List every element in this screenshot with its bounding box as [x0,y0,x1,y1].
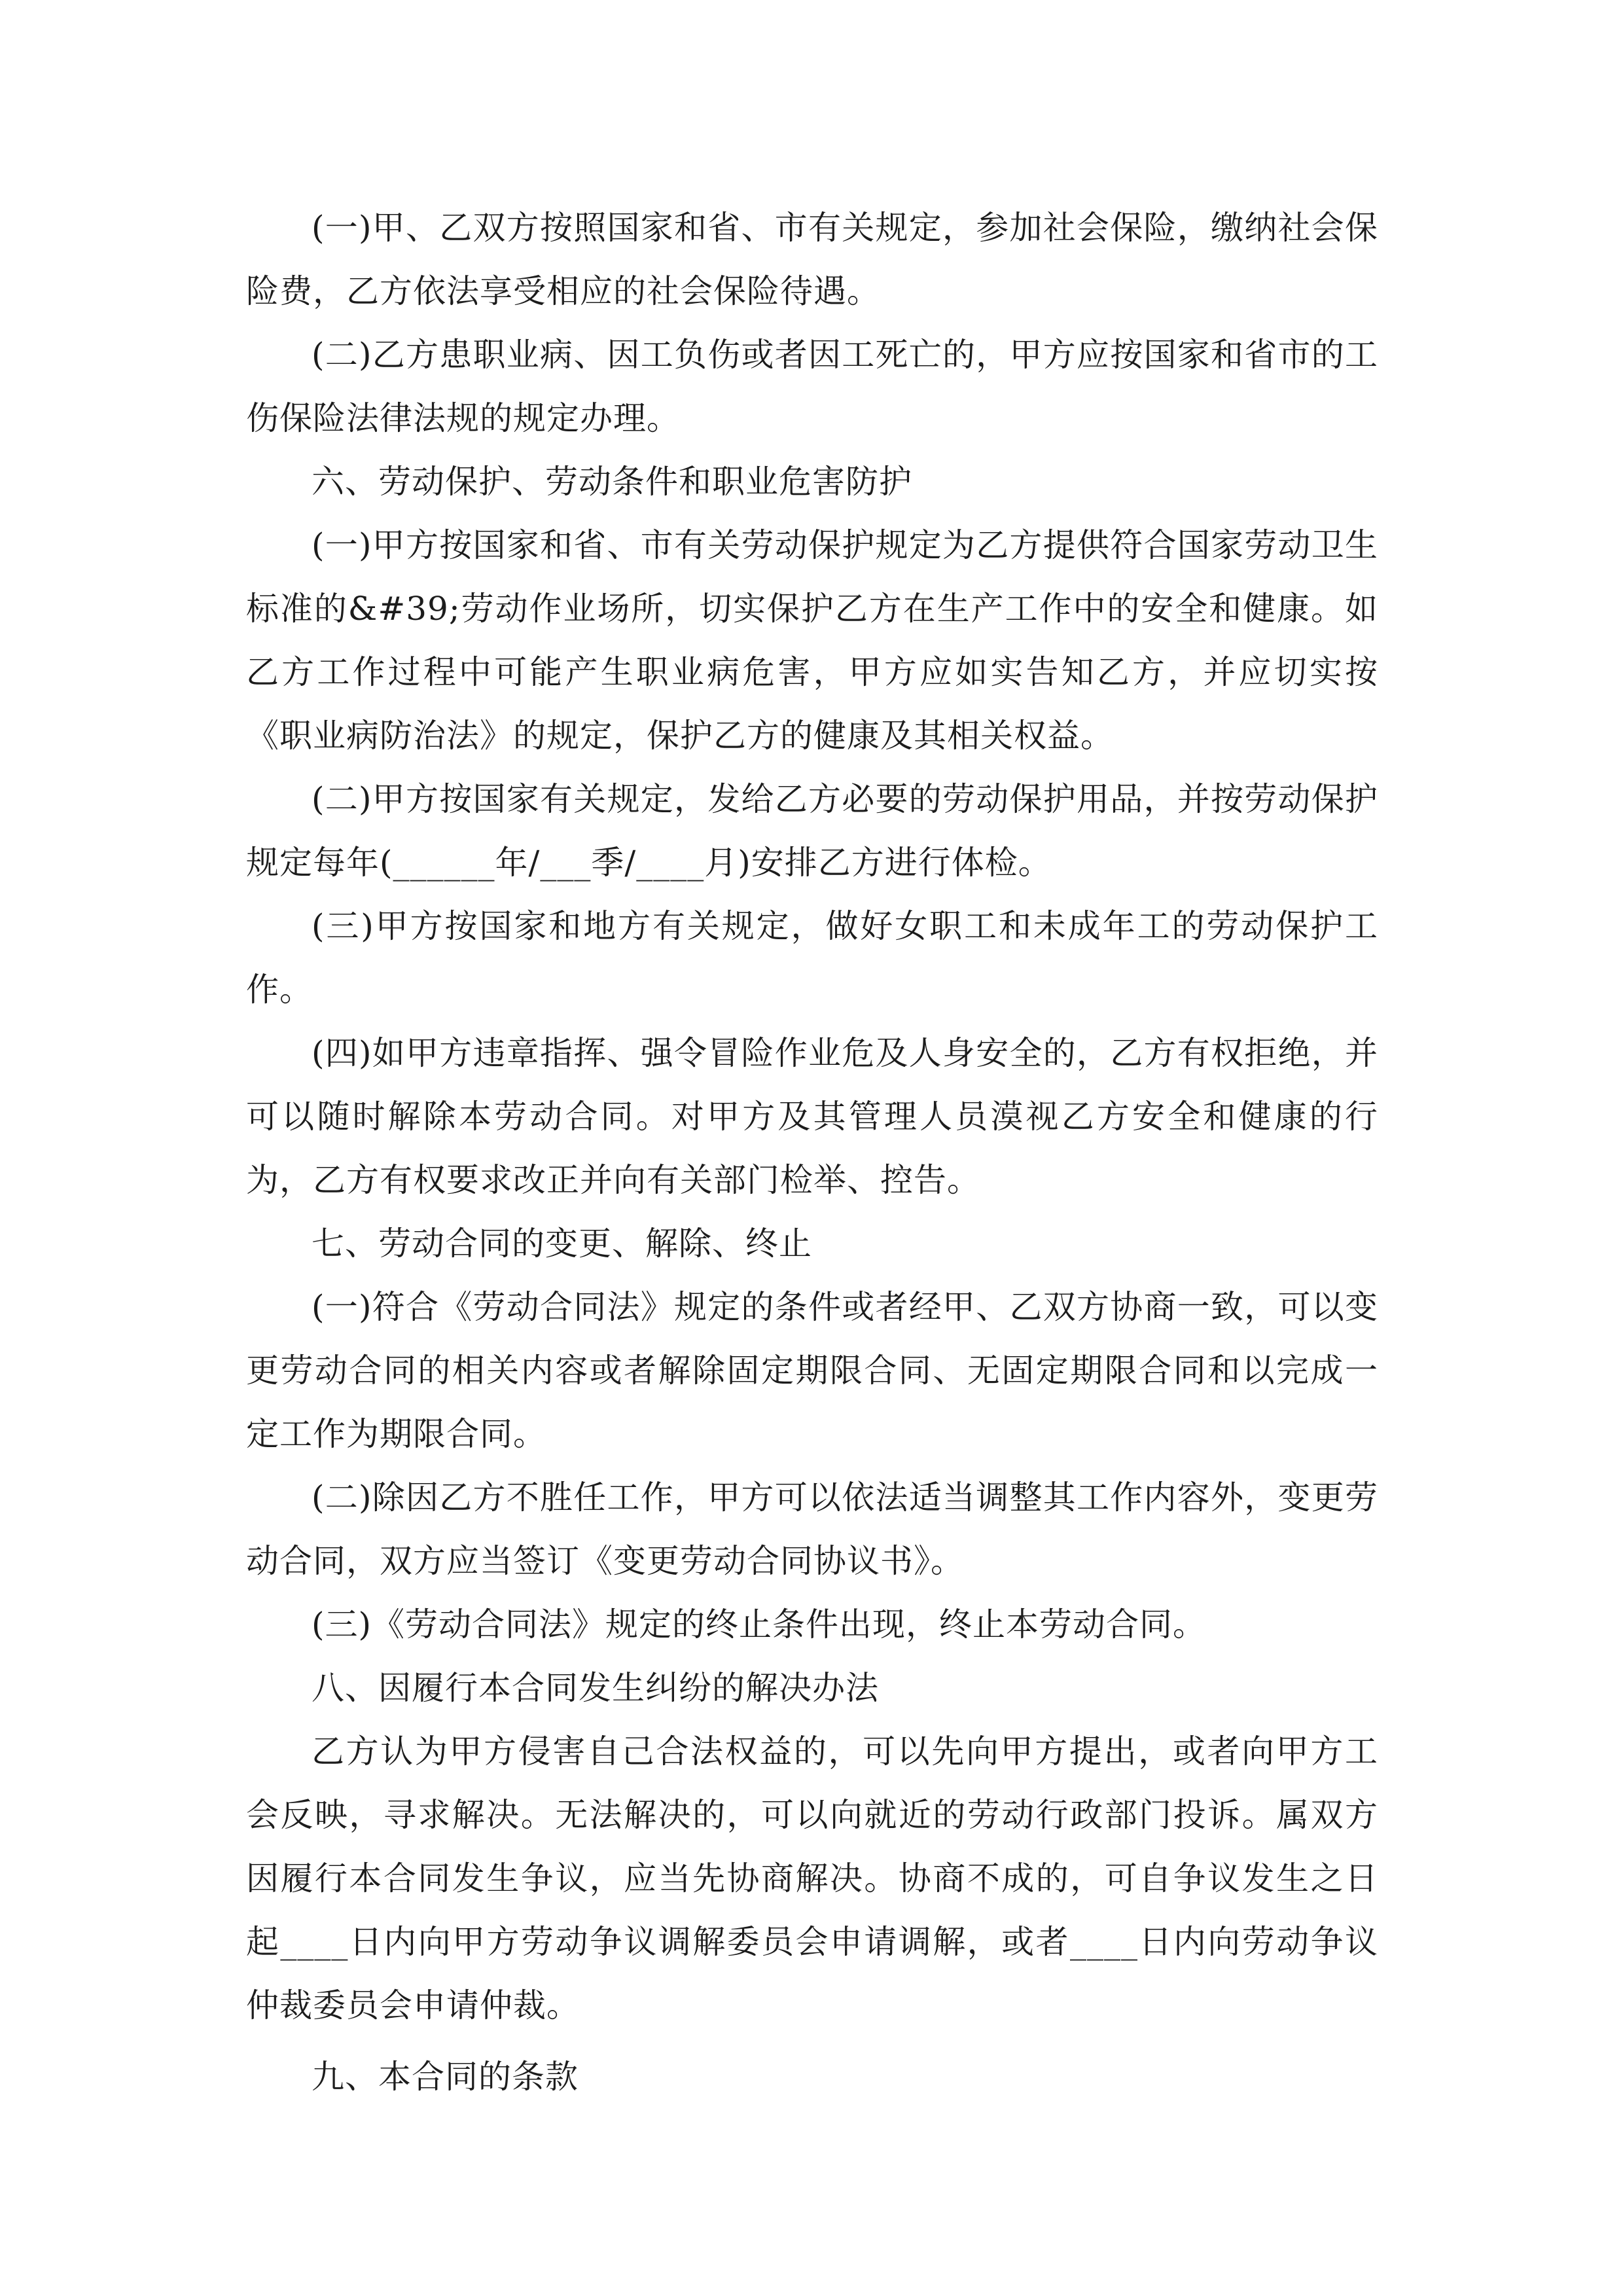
paragraph-protection-1: (一)甲方按国家和省、市有关劳动保护规定为乙方提供符合国家劳动卫生标准的&#39;劳动作业场所，切实保护乙方在生产工作中的安全和健康。如乙方工作过程中可能产生职业病危害，甲方应如实告知乙方，并应切实按《职业病防治法》的规定，保护乙方的健康及其相关权益。 [246,526,1378,755]
paragraph-change-3: (三)《劳动合同法》规定的终止条件出现，终止本劳动合同。 [312,1605,1207,1643]
paragraph-protection-4: (四)如甲方违章指挥、强令冒险作业危及人身安全的，乙方有权拒绝，并可以随时解除本劳动合同。对甲方及其管理人员漠视乙方安全和健康的行为，乙方有权要求改正并向有关部门检举、控告。 [246,1034,1378,1199]
document-body [246,196,1378,2109]
paragraph-change-2: (二)除因乙方不胜任工作，甲方可以依法适当调整其工作内容外，变更劳动合同，双方应当签订《变更劳动合同协议书》。 [246,1479,1378,1580]
section-heading-8: 八、因履行本合同发生纠纷的解决办法 [312,1669,879,1707]
section-heading-9: 九、本合同的条款 [312,2058,579,2096]
paragraph-social-insurance-2: (二)乙方患职业病、因工负伤或者因工死亡的，甲方应按国家和省市的工伤保险法律法规的规定办理。 [246,336,1378,437]
paragraph-change-1: (一)符合《劳动合同法》规定的条件或者经甲、乙双方协商一致，可以变更劳动合同的相关内容或者解除固定期限合同、无固定期限合同和以完成一定工作为期限合同。 [246,1288,1378,1453]
paragraph-protection-2: (二)甲方按国家有关规定，发给乙方必要的劳动保护用品，并按劳动保护规定每年(______年/___季/____月)安排乙方进行体检。 [246,780,1378,882]
section-heading-6: 六、劳动保护、劳动条件和职业危害防护 [312,463,912,501]
paragraph-dispute: 乙方认为甲方侵害自己合法权益的，可以先向甲方提出，或者向甲方工会反映，寻求解决。无法解决的，可以向就近的劳动行政部门投诉。属双方因履行本合同发生争议，应当先协商解决。协商不成的，可自争议发生之日起____日内向甲方劳动争议调解委员会申请调解，或者____日内向劳动争议仲裁委员会申请仲裁。 [246,1732,1378,2024]
section-heading-7: 七、劳动合同的变更、解除、终止 [312,1225,812,1263]
paragraph-protection-3: (三)甲方按国家和地方有关规定，做好女职工和未成年工的劳动保护工作。 [246,907,1378,1009]
paragraph-social-insurance-1: (一)甲、乙双方按照国家和省、市有关规定，参加社会保险，缴纳社会保险费，乙方依法享受相应的社会保险待遇。 [246,209,1378,310]
